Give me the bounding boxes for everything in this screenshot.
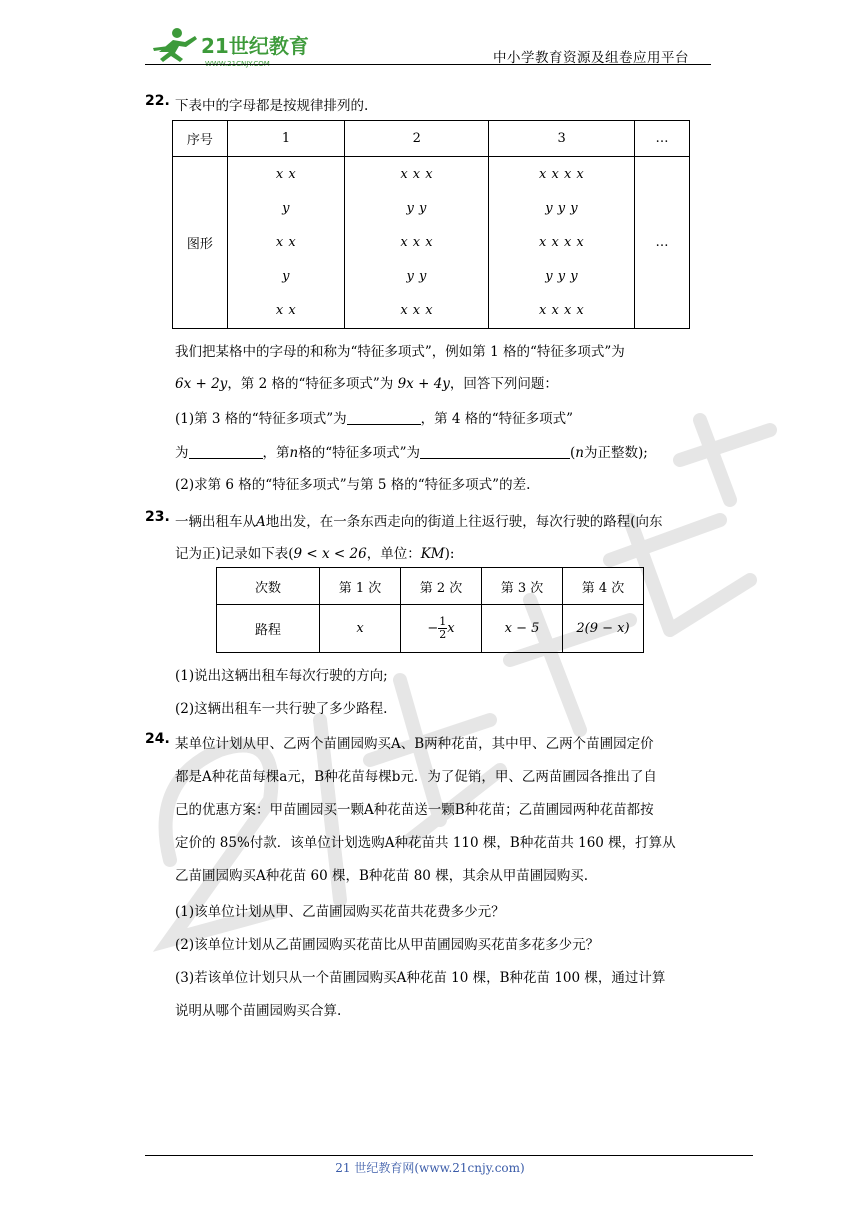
pattern-line: x x bbox=[275, 302, 297, 318]
logo-text: 21世纪教育 bbox=[201, 34, 309, 58]
pattern-line: y y y bbox=[545, 200, 579, 216]
header-cell: 第 1 次 bbox=[320, 568, 401, 605]
text: 格的“特征多项式”为 bbox=[298, 445, 421, 461]
minus-sign: − bbox=[427, 621, 439, 636]
text: ): bbox=[444, 546, 455, 562]
q22-intro: 下表中的字母都是按规律排列的. bbox=[175, 98, 369, 114]
value-cell: x − 5 bbox=[482, 605, 563, 653]
q24-line2: 都是A种花苗每棵a元，B种花苗每棵b元．为了促销，甲、乙两苗圃园各推出了自 bbox=[175, 769, 657, 785]
q22-line5: (2)求第 6 格的“特征多项式”与第 5 格的“特征多项式”的差. bbox=[175, 477, 531, 493]
pattern-line: x x x x bbox=[539, 234, 585, 250]
footer-text[interactable]: 21 世纪教育网(www.21cnjy.com) bbox=[335, 1161, 525, 1175]
pattern-line: y y bbox=[406, 200, 427, 216]
text: 为 bbox=[175, 445, 189, 461]
header-cell: 第 3 次 bbox=[482, 568, 563, 605]
pattern-line: x x bbox=[275, 166, 297, 182]
math-var: x bbox=[447, 621, 455, 636]
math-var: n bbox=[289, 445, 299, 461]
pattern-line: x x x x bbox=[539, 166, 585, 182]
fraction bbox=[438, 616, 447, 641]
logo-url: WWW.21CNJY.COM bbox=[205, 60, 270, 68]
text: 记为正)记录如下表( bbox=[175, 546, 294, 562]
q22-line3 bbox=[175, 407, 573, 427]
q22-line2 bbox=[175, 372, 558, 392]
page-header bbox=[145, 26, 711, 68]
math-expr: 9x + 4y bbox=[397, 376, 450, 392]
math-expr: 9 < x < 26 bbox=[293, 546, 367, 562]
pattern-line: x x x x bbox=[539, 302, 585, 318]
q24-sub3-line2: 说明从哪个苗圃园购买合算. bbox=[175, 1003, 342, 1019]
q24-line1: 某单位计划从甲、乙两个苗圃园购买A、B两种花苗，其中甲、乙两个苗圃园定价 bbox=[175, 736, 654, 752]
answer-blank[interactable] bbox=[347, 410, 421, 425]
site-logo bbox=[145, 26, 345, 68]
q23-sub1: (1)说出这辆出租车每次行驶的方向; bbox=[175, 668, 388, 684]
pattern-line: x x x bbox=[400, 166, 434, 182]
header-cell: 次数 bbox=[217, 568, 320, 605]
header-cell: 1 bbox=[227, 121, 344, 157]
text: 一辆出租车从 bbox=[175, 514, 256, 530]
value-cell: 2(9 − x) bbox=[563, 605, 644, 653]
value-cell: x bbox=[320, 605, 401, 653]
text: (1)第 3 格的“特征多项式”为 bbox=[175, 411, 347, 427]
question-number-22: 22. bbox=[145, 93, 170, 109]
header-cell: 第 4 次 bbox=[563, 568, 644, 605]
text: ，第 4 格的“特征多项式” bbox=[420, 411, 574, 427]
text: ，第 bbox=[262, 445, 290, 461]
text: ，单位： bbox=[366, 546, 421, 562]
pattern-line: y bbox=[282, 200, 290, 216]
ellipsis-cell: … bbox=[635, 157, 690, 329]
table-row bbox=[173, 157, 690, 329]
pattern-line: x x x bbox=[400, 234, 434, 250]
header-title: 中小学教育资源及组卷应用平台 bbox=[493, 50, 689, 66]
pattern-line: x x x bbox=[400, 302, 434, 318]
answer-blank[interactable] bbox=[420, 444, 570, 459]
pattern-cell-2 bbox=[345, 157, 489, 329]
q23-line1 bbox=[175, 510, 663, 530]
fraction-numerator: 1 bbox=[439, 615, 447, 628]
q24-line4: 定价的 85%付款．该单位计划选购A种花苗共 110 棵，B种花苗共 160 棵，打算从 bbox=[175, 835, 676, 851]
q22-pattern-table bbox=[172, 120, 690, 329]
math-var: n bbox=[575, 445, 584, 461]
pattern-line: y y bbox=[406, 268, 427, 284]
pattern-cell-3 bbox=[489, 157, 635, 329]
q23-sub2: (2)这辆出租车一共行驶了多少路程. bbox=[175, 701, 388, 717]
text: ，第 2 格的“特征多项式”为 bbox=[227, 376, 398, 392]
q24-line5: 乙苗圃园购买A种花苗 60 棵，B种花苗 80 棵，其余从甲苗圃园购买. bbox=[175, 868, 588, 884]
pattern-line: x x bbox=[275, 234, 297, 250]
q22-line4 bbox=[175, 441, 648, 461]
question-number-23: 23. bbox=[145, 509, 170, 525]
q22-line1: 我们把某格中的字母的和称为“特征多项式”，例如第 1 格的“特征多项式”为 bbox=[175, 344, 625, 360]
row-label: 路程 bbox=[217, 605, 320, 653]
q23-distance-table bbox=[216, 567, 644, 653]
math-expr: 6x + 2y bbox=[175, 376, 228, 392]
text: 为正整数); bbox=[584, 445, 648, 461]
question-number-24: 24. bbox=[145, 731, 170, 747]
answer-blank[interactable] bbox=[189, 444, 263, 459]
q24-sub3-line1: (3)若该单位计划只从一个苗圃园购买A种花苗 10 棵，B种花苗 100 棵，通过计算 bbox=[175, 970, 666, 986]
header-rule bbox=[145, 64, 711, 65]
math-var: A bbox=[256, 514, 266, 530]
header-cell: 3 bbox=[489, 121, 635, 157]
text: ( bbox=[570, 445, 576, 461]
q23-line2 bbox=[175, 542, 454, 562]
q24-sub1: (1)该单位计划从甲、乙苗圃园购买花苗共花费多少元？ bbox=[175, 904, 505, 920]
text: 地出发，在一条东西走向的街道上往返行驶，每次行驶的路程(向东 bbox=[265, 514, 663, 530]
header-cell: 序号 bbox=[173, 121, 228, 157]
row-label: 图形 bbox=[173, 157, 228, 329]
table-row bbox=[173, 121, 690, 157]
table-row bbox=[217, 605, 644, 653]
math-unit: KM bbox=[420, 546, 445, 562]
footer-rule bbox=[145, 1155, 753, 1156]
pattern-cell-1 bbox=[227, 157, 344, 329]
table-row bbox=[217, 568, 644, 605]
header-cell: … bbox=[635, 121, 690, 157]
q24-line3: 己的优惠方案：甲苗圃园买一颗A种花苗送一颗B种花苗；乙苗圃园两种花苗都按 bbox=[175, 802, 654, 818]
value-cell bbox=[401, 605, 482, 653]
header-cell: 第 2 次 bbox=[401, 568, 482, 605]
q24-sub2: (2)该单位计划从乙苗圃园购买花苗比从甲苗圃园购买花苗多花多少元？ bbox=[175, 937, 600, 953]
pattern-line: y bbox=[282, 268, 290, 284]
text: ，回答下列问题： bbox=[449, 376, 558, 392]
fraction-denominator: 2 bbox=[439, 628, 447, 641]
header-cell: 2 bbox=[345, 121, 489, 157]
pattern-line: y y y bbox=[545, 268, 579, 284]
